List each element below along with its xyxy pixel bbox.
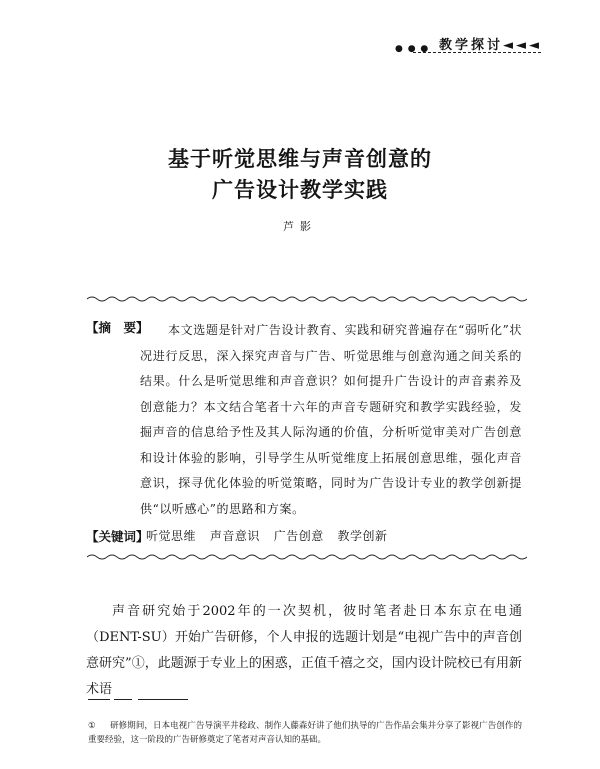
keyword-item: 声音意识: [209, 529, 260, 543]
footnote-rule: [114, 699, 132, 700]
footnote: [88, 719, 522, 747]
keyword-item: 教学创新: [337, 529, 388, 543]
footnote-text: 研修期间，日本电视广告导演平井稔政、制作人藤森好讲了他们执导的广告作品会集并分享了影视广告创作的重要经验，这一阶段的广告研修奠定了笔者对声音认知的基础。: [88, 721, 522, 745]
body-paragraph: 声音研究始于2002年的一次契机，彼时笔者赴日本东京在电通（DENT-SU）开始广告研修，个人申报的选题计划是“电视广告中的声音创意研究”①，此题源于专业上的困惑，正值千禧之交，国内设计院校已有用新术语: [86, 604, 522, 697]
author-name: 芦影: [283, 220, 317, 233]
keyword-item: 听觉思维: [146, 529, 197, 543]
header-dots: ● ● ●: [395, 44, 430, 54]
footnote-rule: [138, 699, 188, 700]
footnote-rule: [88, 699, 110, 700]
header-rule: [413, 52, 541, 53]
article-title-line-2: 广告设计教学实践: [212, 177, 388, 202]
footnote-marker: ①: [88, 721, 96, 731]
article-title-line-1: 基于听觉思维与声音创意的: [168, 146, 432, 171]
section-label: 教学探讨◄◄◄: [439, 38, 542, 53]
abstract-text: 本文选题是针对广告设计教育、实践和研究普遍存在“弱听化”状况进行反思，深入探究声音与广告、听觉思维与创意沟通之间关系的结果。什么是听觉思维和声音意识？如何提升广告设计的声音素养及创意能力？本文结合笔者十六年的声音专题研究和教学实践经验，发掘声音的信息给予性及其人际沟通的价值，分析听觉审美对广告创意和设计体验的影响，引导学生从听觉维度上拓展创意思维，强化声音意识，探寻优化体验的听觉策略，同时为广告设计专业的教学创新提供“以听感心”的思路和方案。: [140, 323, 522, 516]
abstract-label: 【摘 要】: [86, 320, 149, 335]
keyword-item: 广告创意: [273, 529, 324, 543]
keywords-label: 【关键词】: [86, 529, 149, 544]
decorative-wave-divider-bottom: [87, 553, 527, 561]
running-header: [395, 32, 545, 62]
keywords-list: [146, 527, 398, 544]
decorative-wave-divider-top: [87, 295, 527, 303]
